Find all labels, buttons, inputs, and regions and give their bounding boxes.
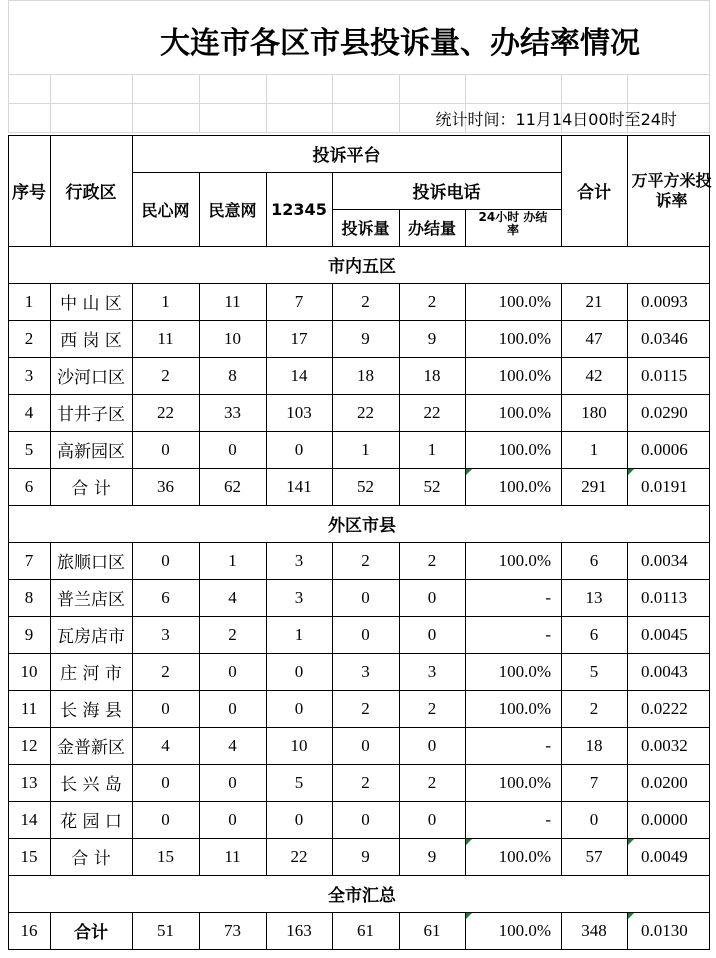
cell-name: 庄 河 市 (60, 664, 122, 684)
cell-resolved: 2 (427, 772, 437, 792)
section-title: 市内五区 (328, 257, 396, 277)
cell-name: 合 计 (71, 479, 111, 499)
stat-time: 统计时间：11月14日00时至24时 (435, 109, 677, 129)
cell-density: 0.0049 (641, 846, 688, 866)
cell-minyi: 10 (224, 328, 241, 348)
cell-hotline: 5 (294, 772, 304, 792)
cell-minyi: 2 (228, 624, 237, 644)
cell-seq: 2 (24, 328, 34, 348)
cell-seq: 16 (20, 920, 38, 940)
cell-resolved: 52 (423, 476, 441, 496)
cell-seq: 9 (24, 624, 34, 644)
cell-name: 合 计 (71, 849, 111, 869)
cell-seq: 11 (20, 698, 38, 718)
cell-minyi: 0 (228, 661, 237, 681)
header-total: 合计 (577, 183, 611, 203)
cell-name: 甘井子区 (57, 405, 125, 425)
cell-seq: 15 (20, 846, 38, 866)
cell-complaints: 0 (361, 809, 370, 829)
cell-density: 0.0346 (641, 328, 688, 348)
cell-total: 5 (589, 661, 599, 681)
cell-minxin: 2 (161, 661, 170, 681)
cell-hotline: 0 (294, 661, 304, 681)
cell-minxin: 22 (157, 402, 174, 422)
header-resolved: 办结量 (407, 219, 456, 238)
cell-minxin: 0 (161, 550, 170, 570)
cell-minxin: 0 (161, 698, 170, 718)
cell-complaints: 0 (361, 587, 370, 607)
cell-minyi: 33 (224, 402, 241, 422)
cell-hotline: 141 (286, 476, 312, 496)
section-title: 外区市县 (328, 516, 396, 536)
cell-minyi: 0 (228, 809, 237, 829)
cell-minyi: 0 (228, 698, 237, 718)
cell-resolved: 3 (427, 661, 437, 681)
cell-minxin: 15 (157, 846, 174, 866)
cell-hotline: 103 (286, 402, 312, 422)
header-seq: 序号 (12, 183, 46, 203)
cell-complaints: 61 (357, 920, 374, 940)
cell-name: 花 园 口 (60, 812, 122, 832)
header-rate24: 24小时 办结率 (478, 211, 548, 237)
cell-seq: 7 (24, 550, 34, 570)
cell-seq: 5 (24, 439, 34, 459)
cell-seq: 10 (20, 661, 38, 681)
cell-resolved: 9 (427, 846, 437, 866)
cell-hotline: 10 (290, 735, 308, 755)
cell-hotline: 0 (294, 439, 304, 459)
header-platform: 投诉平台 (312, 146, 381, 166)
section-title: 全市汇总 (328, 886, 396, 906)
cell-density: 0.0130 (641, 920, 688, 940)
cell-complaints: 52 (357, 476, 374, 496)
cell-rate: 100.0% (498, 920, 551, 940)
cell-seq: 13 (20, 772, 38, 792)
cell-complaints: 9 (361, 328, 370, 348)
cell-name: 高新园区 (57, 442, 125, 462)
cell-complaints: 3 (361, 661, 370, 681)
cell-hotline: 0 (294, 698, 304, 718)
cell-rate: 100.0% (498, 402, 551, 422)
cell-hotline: 22 (290, 846, 308, 866)
cell-total: 348 (581, 920, 607, 940)
cell-total: 1 (589, 439, 599, 459)
header-phone: 投诉电话 (412, 183, 481, 203)
cell-flag-icon (628, 469, 634, 475)
cell-minyi: 0 (228, 772, 237, 792)
cell-minxin: 0 (161, 809, 170, 829)
cell-density: 0.0034 (641, 550, 688, 570)
cell-minyi: 0 (228, 439, 237, 459)
header-density: 万平方米投诉率 (631, 170, 712, 210)
cell-minxin: 1 (161, 291, 170, 311)
cell-seq: 12 (20, 735, 38, 755)
cell-rate: 100.0% (498, 476, 551, 496)
cell-hotline: 3 (294, 587, 304, 607)
cell-minxin: 0 (161, 439, 170, 459)
cell-complaints: 9 (361, 846, 370, 866)
cell-resolved: 61 (423, 920, 441, 940)
cell-complaints: 0 (361, 624, 370, 644)
cell-name: 金普新区 (57, 738, 125, 758)
report-title: 大连市各区市县投诉量、办结率情况 (160, 26, 640, 61)
cell-complaints: 2 (361, 291, 370, 311)
cell-density: 0.0290 (641, 402, 688, 422)
cell-name: 西 岗 区 (60, 331, 122, 351)
cell-total: 18 (585, 735, 603, 755)
cell-density: 0.0222 (641, 698, 688, 718)
cell-flag-icon (466, 469, 472, 475)
cell-rate: - (545, 587, 551, 607)
cell-resolved: 0 (427, 587, 437, 607)
cell-density: 0.0043 (641, 661, 688, 681)
cell-resolved: 2 (427, 698, 437, 718)
cell-resolved: 0 (427, 624, 437, 644)
cell-rate: 100.0% (498, 439, 551, 459)
cell-minxin: 0 (161, 772, 170, 792)
cell-resolved: 22 (423, 402, 441, 422)
cell-seq: 3 (24, 365, 34, 385)
cell-rate: 100.0% (498, 328, 551, 348)
cell-total: 21 (585, 291, 603, 311)
header-hotline: 12345 (271, 199, 327, 219)
cell-resolved: 2 (427, 291, 437, 311)
cell-name: 合计 (74, 923, 108, 943)
cell-hotline: 1 (294, 624, 304, 644)
cell-name: 中 山 区 (60, 294, 122, 314)
cell-resolved: 0 (427, 809, 437, 829)
cell-name: 长 海 县 (60, 701, 122, 721)
cell-minxin: 4 (161, 735, 170, 755)
cell-hotline: 0 (294, 809, 304, 829)
cell-total: 42 (585, 365, 603, 385)
cell-complaints: 2 (361, 698, 370, 718)
cell-density: 0.0006 (641, 439, 688, 459)
header-district: 行政区 (65, 183, 117, 203)
cell-total: 57 (585, 846, 603, 866)
cell-minyi: 11 (224, 291, 241, 311)
cell-minxin: 6 (161, 587, 170, 607)
cell-density: 0.0191 (641, 476, 688, 496)
cell-seq: 1 (24, 291, 34, 311)
cell-complaints: 18 (357, 365, 374, 385)
cell-minxin: 51 (157, 920, 174, 940)
cell-name: 沙河口区 (57, 368, 125, 388)
cell-name: 普兰店区 (57, 590, 125, 610)
cell-resolved: 18 (423, 365, 441, 385)
cell-rate: 100.0% (498, 772, 551, 792)
cell-seq: 6 (24, 476, 34, 496)
cell-minyi: 62 (224, 476, 241, 496)
cell-resolved: 1 (427, 439, 437, 459)
header-minyi: 民意网 (208, 200, 257, 220)
cell-density: 0.0113 (641, 587, 688, 607)
cell-rate: 100.0% (498, 365, 551, 385)
cell-rate: 100.0% (498, 291, 551, 311)
cell-total: 6 (589, 550, 599, 570)
cell-total: 0 (589, 809, 599, 829)
cell-flag-icon (628, 839, 634, 845)
cell-rate: - (545, 809, 551, 829)
cell-total: 13 (585, 587, 603, 607)
cell-minxin: 2 (161, 365, 170, 385)
cell-density: 0.0093 (641, 291, 688, 311)
header-complaints: 投诉量 (341, 219, 390, 238)
cell-hotline: 17 (290, 328, 308, 348)
cell-resolved: 9 (427, 328, 437, 348)
cell-name: 瓦房店市 (57, 627, 125, 647)
cell-density: 0.0115 (641, 365, 688, 385)
cell-resolved: 2 (427, 550, 437, 570)
cell-total: 291 (581, 476, 607, 496)
cell-seq: 8 (24, 587, 34, 607)
cell-flag-icon (628, 913, 634, 919)
header-minxin: 民心网 (141, 200, 190, 220)
cell-minxin: 36 (157, 476, 174, 496)
cell-minyi: 8 (228, 365, 237, 385)
cell-flag-icon (466, 913, 472, 919)
cell-rate: 100.0% (498, 661, 551, 681)
cell-total: 2 (589, 698, 599, 718)
cell-minyi: 4 (228, 735, 237, 755)
cell-minyi: 4 (228, 587, 237, 607)
cell-hotline: 14 (290, 365, 308, 385)
cell-hotline: 3 (294, 550, 304, 570)
cell-seq: 14 (20, 809, 38, 829)
cell-total: 7 (589, 772, 599, 792)
cell-rate: - (545, 624, 551, 644)
cell-minyi: 73 (224, 920, 241, 940)
cell-flag-icon (466, 839, 472, 845)
cell-complaints: 2 (361, 550, 370, 570)
cell-density: 0.0045 (641, 624, 688, 644)
cell-complaints: 0 (361, 735, 370, 755)
cell-seq: 4 (24, 402, 34, 422)
cell-total: 6 (589, 624, 599, 644)
cell-minxin: 3 (161, 624, 170, 644)
cell-complaints: 2 (361, 772, 370, 792)
cell-complaints: 1 (361, 439, 370, 459)
cell-total: 47 (585, 328, 603, 348)
cell-complaints: 22 (357, 402, 374, 422)
cell-resolved: 0 (427, 735, 437, 755)
cell-name: 长 兴 岛 (60, 775, 122, 795)
cell-minyi: 1 (228, 550, 237, 570)
cell-rate: 100.0% (498, 698, 551, 718)
cell-minyi: 11 (224, 846, 241, 866)
cell-rate: - (545, 735, 551, 755)
cell-rate: 100.0% (498, 846, 551, 866)
cell-density: 0.0000 (641, 809, 688, 829)
cell-density: 0.0032 (641, 735, 688, 755)
cell-rate: 100.0% (498, 550, 551, 570)
cell-total: 180 (581, 402, 607, 422)
cell-name: 旅顺口区 (57, 553, 125, 573)
cell-hotline: 163 (286, 920, 312, 940)
cell-density: 0.0200 (641, 772, 688, 792)
cell-minxin: 11 (157, 328, 174, 348)
cell-hotline: 7 (294, 291, 304, 311)
